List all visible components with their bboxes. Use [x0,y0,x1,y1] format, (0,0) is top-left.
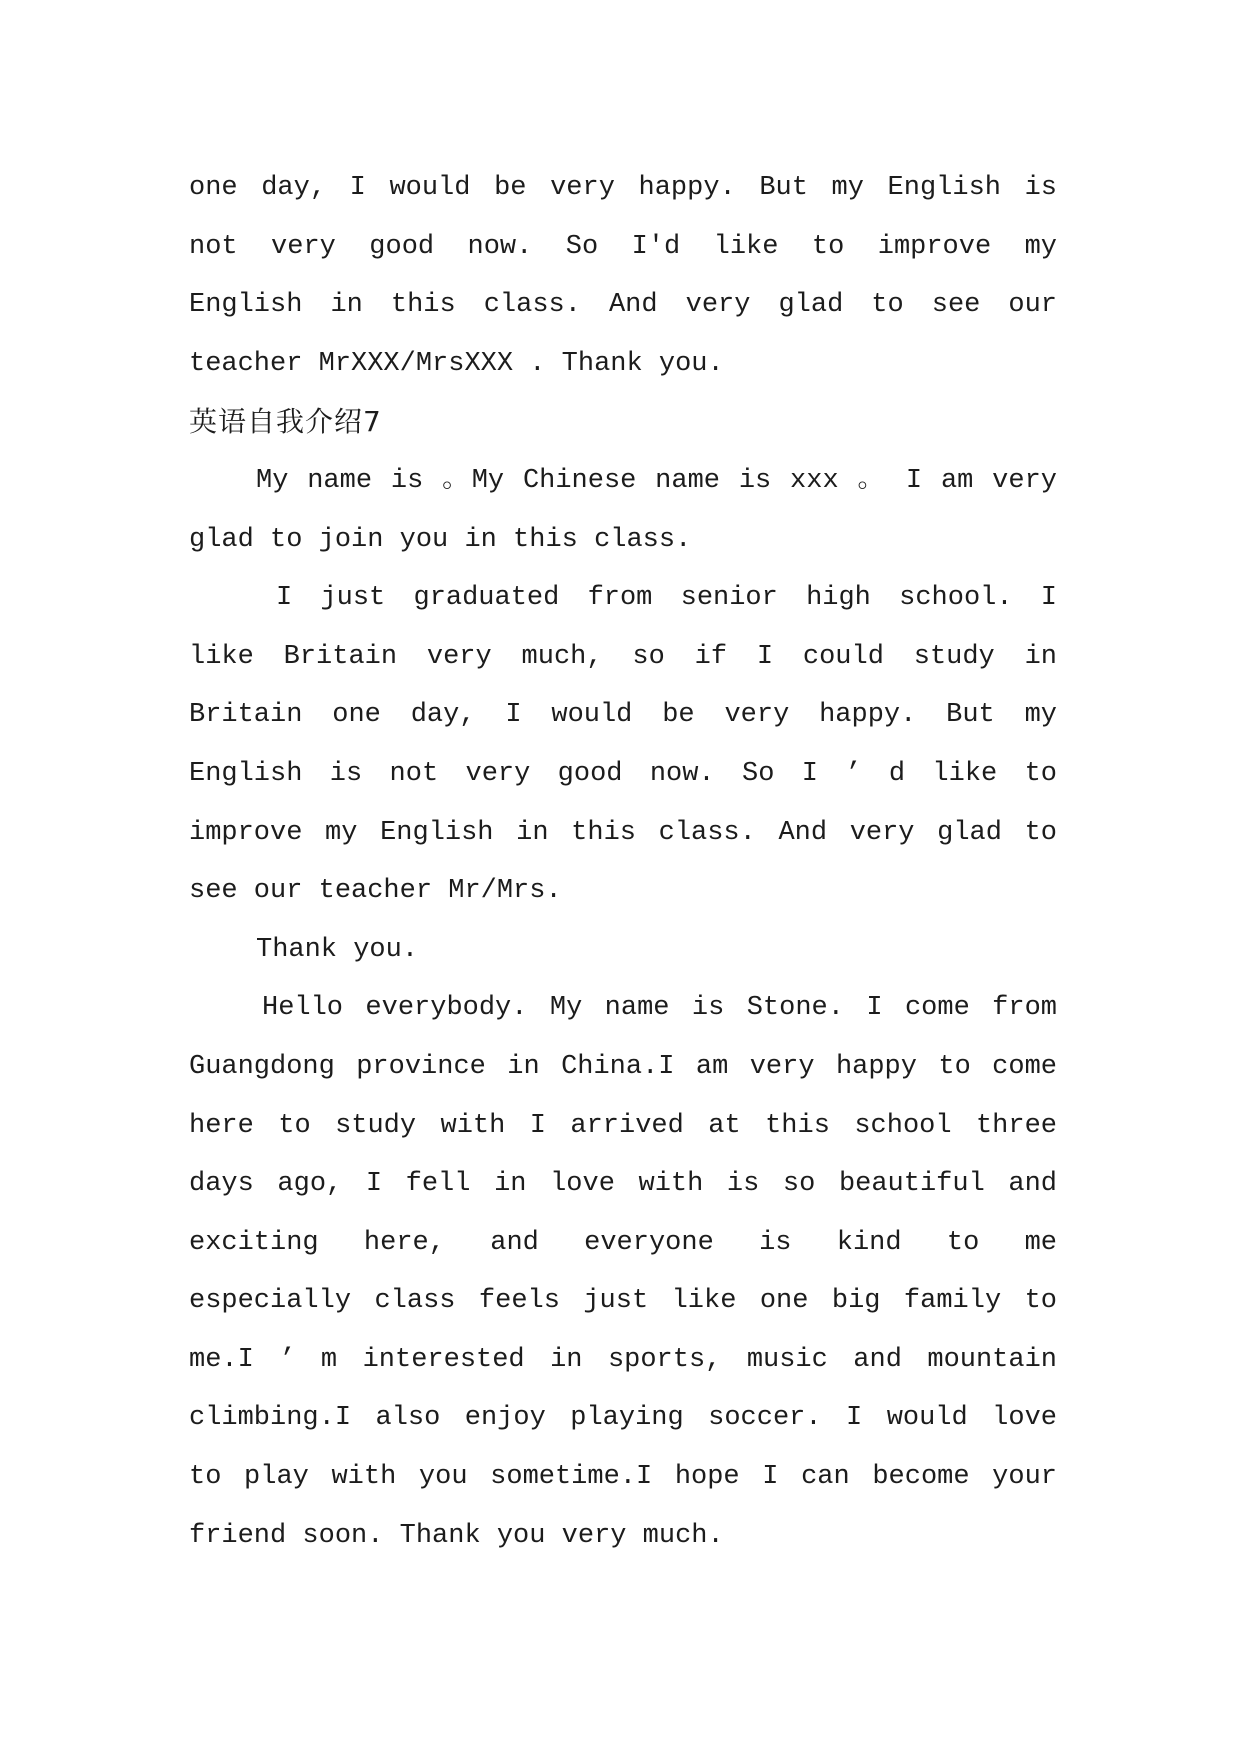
document-body [189,159,1057,1565]
paragraph-line: Thank you. [256,934,419,965]
stone-paragraph [189,979,1057,1565]
paragraph-line: English is not very good now. So I ’ d like to [189,758,1057,789]
continued-paragraph [189,159,1057,393]
background-paragraph [189,569,1057,921]
paragraph-line: here to study with I arrived at this school three [189,1110,1057,1141]
paragraph-line: improve my English in this class. And very glad to [189,817,1057,848]
paragraph-line: My name is 。My Chinese name is xxx 。 I am very [256,465,1057,496]
paragraph-line: climbing.I also enjoy playing soccer. I would love [189,1403,1057,1434]
paragraph-line: Britain one day, I would be very happy. But my [189,700,1057,731]
paragraph-line: days ago, I fell in love with is so beautiful and [189,1169,1057,1200]
paragraph-line: Guangdong province in China.I am very happy to come [189,1051,1057,1082]
paragraph-line: especially class feels just like one big family to [189,1286,1057,1317]
paragraph-line: friend soon. Thank you very much. [189,1520,724,1551]
paragraph-line: teacher MrXXX/MrsXXX . Thank you. [189,348,724,379]
paragraph-line: glad to join you in this class. [189,524,692,555]
paragraph-line: Hello everybody. My name is Stone. I come from [262,993,1057,1024]
paragraph-line: exciting here, and everyone is kind to me [189,1227,1057,1258]
section-heading: 英语自我介绍7 [189,405,382,439]
intro-paragraph [189,452,1057,569]
paragraph-line: me.I ’ m interested in sports, music and mountain [189,1344,1057,1375]
paragraph-line: English in this class. And very glad to see our [189,290,1057,321]
paragraph-line: to play with you sometime.I hope I can become your [189,1462,1057,1493]
paragraph-line: I just graduated from senior high school. I [276,583,1057,614]
paragraph-line: like Britain very much, so if I could study in [189,641,1057,672]
paragraph-line: not very good now. So I'd like to improve my [189,231,1057,262]
paragraph-line: one day, I would be very happy. But my English is [189,173,1057,203]
paragraph-line: see our teacher Mr/Mrs. [189,876,562,907]
thanks-paragraph [189,921,1057,980]
